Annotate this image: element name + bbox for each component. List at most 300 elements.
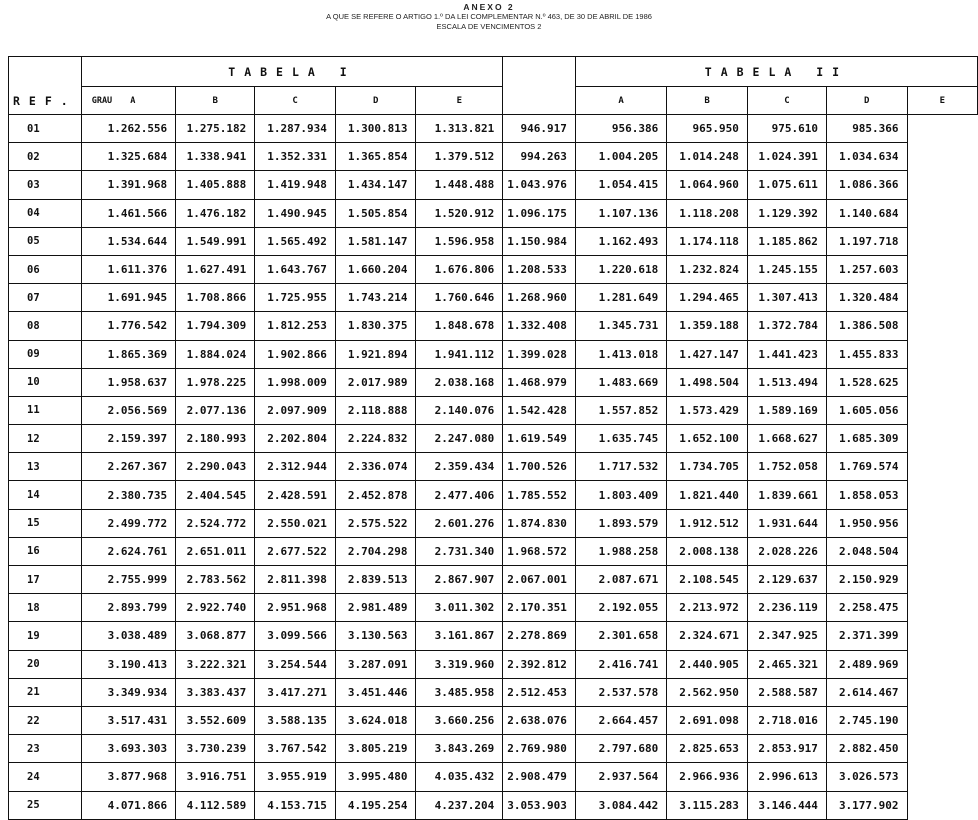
tabela-2-value-cell: 2.087.671: [575, 566, 666, 594]
tabela-1-value-cell: 1.958.637: [81, 368, 175, 396]
tabela-1-value-cell: 1.287.934: [255, 115, 336, 143]
tabela-2-column-e: E: [907, 87, 977, 115]
tabela-1-value-cell: 2.056.569: [81, 396, 175, 424]
tabela-2-value-cell: 1.257.603: [826, 255, 907, 283]
tabela-1-value-cell: 2.524.772: [176, 509, 255, 537]
tabela-2-value-cell: 1.129.392: [747, 199, 826, 227]
table-divider: [503, 57, 576, 115]
tabela-2-value-cell: 1.107.136: [575, 199, 666, 227]
tabela-1-value-cell: 2.783.562: [176, 566, 255, 594]
table-row: [9, 143, 978, 171]
tabela-1-value-cell: 2.550.021: [255, 509, 336, 537]
tabela-1-value-cell: 3.130.563: [335, 622, 416, 650]
tabela-2-value-cell: 2.108.545: [667, 566, 748, 594]
tabela-2-value-cell: 965.950: [667, 115, 748, 143]
tabela-1-value-cell: 1.676.806: [416, 255, 503, 283]
tabela-1-value-cell: 2.140.076: [416, 396, 503, 424]
tabela-1-value-cell: 1.978.225: [176, 368, 255, 396]
tabela-1-value-cell: 3.660.256: [416, 706, 503, 734]
tabela-2-value-cell: 1.054.415: [575, 171, 666, 199]
tabela-1-value-cell: 1.534.644: [81, 227, 175, 255]
annex-title: ANEXO 2: [463, 2, 515, 12]
tabela-2-column-c: C: [747, 87, 826, 115]
tabela-2-value-cell: 1.557.852: [575, 396, 666, 424]
tabela-2-value-cell: 1.542.428: [503, 396, 576, 424]
table-row: [9, 735, 978, 763]
tabela-1-value-cell: 1.812.253: [255, 312, 336, 340]
tabela-2-value-cell: 1.931.644: [747, 509, 826, 537]
tabela-1-value-cell: 2.731.340: [416, 537, 503, 565]
ref-cell: 14: [9, 481, 82, 509]
tabela-1-value-cell: 1.505.854: [335, 199, 416, 227]
tabela-1-value-cell: 2.651.011: [176, 537, 255, 565]
ref-cell: 08: [9, 312, 82, 340]
table-row: [9, 312, 978, 340]
tabela-1-value-cell: 1.660.204: [335, 255, 416, 283]
tabela-2-value-cell: 1.803.409: [575, 481, 666, 509]
tabela-1-value-cell: 1.434.147: [335, 171, 416, 199]
tabela-1-value-cell: 2.159.397: [81, 425, 175, 453]
tabela-2-value-cell: 1.185.862: [747, 227, 826, 255]
column-header-row: [9, 87, 978, 115]
tabela-2-value-cell: 1.652.100: [667, 425, 748, 453]
table-row: [9, 171, 978, 199]
tabela-2-value-cell: 1.968.572: [503, 537, 576, 565]
tabela-1-value-cell: 1.520.912: [416, 199, 503, 227]
tabela-2-value-cell: 3.146.444: [747, 791, 826, 819]
tabela-1-value-cell: 1.725.955: [255, 284, 336, 312]
ref-cell: 21: [9, 678, 82, 706]
tabela-1-value-cell: 3.552.609: [176, 706, 255, 734]
tabela-2-value-cell: 2.664.457: [575, 706, 666, 734]
tabela-1-value-cell: 2.893.799: [81, 594, 175, 622]
tabela-1-value-cell: 2.267.367: [81, 453, 175, 481]
tabela-1-value-cell: 1.830.375: [335, 312, 416, 340]
tabela-2-value-cell: 2.691.098: [667, 706, 748, 734]
tabela-1-value-cell: 2.951.968: [255, 594, 336, 622]
tabela-2-value-cell: 1.208.533: [503, 255, 576, 283]
ref-cell: 16: [9, 537, 82, 565]
tabela-2-value-cell: 2.718.016: [747, 706, 826, 734]
table-row: [9, 566, 978, 594]
tabela-2-value-cell: 1.386.508: [826, 312, 907, 340]
table-row: [9, 340, 978, 368]
table-body: [9, 115, 978, 820]
ref-cell: 20: [9, 650, 82, 678]
tabela-1-value-cell: 1.848.678: [416, 312, 503, 340]
ref-cell: 15: [9, 509, 82, 537]
tabela-1-value-cell: 2.097.909: [255, 396, 336, 424]
tabela-2-value-cell: 2.537.578: [575, 678, 666, 706]
column-letter: A: [130, 95, 136, 106]
tabela-2-value-cell: 2.745.190: [826, 706, 907, 734]
tabela-2-value-cell: 1.717.532: [575, 453, 666, 481]
tabela-1-value-cell: 2.677.522: [255, 537, 336, 565]
tabela-1-value-cell: 1.461.566: [81, 199, 175, 227]
tabela-2-value-cell: 2.301.658: [575, 622, 666, 650]
tabela-1-value-cell: 3.038.489: [81, 622, 175, 650]
tabela-1-value-cell: 1.776.542: [81, 312, 175, 340]
tabela-1-value-cell: 1.338.941: [176, 143, 255, 171]
tabela-1-value-cell: 2.981.489: [335, 594, 416, 622]
tabela-2-value-cell: 2.853.917: [747, 735, 826, 763]
tabela-1-value-cell: 1.313.821: [416, 115, 503, 143]
tabela-2-value-cell: 3.084.442: [575, 791, 666, 819]
tabela-2-value-cell: 2.278.869: [503, 622, 576, 650]
tabela-1-value-cell: 1.998.009: [255, 368, 336, 396]
ref-cell: 04: [9, 199, 82, 227]
tabela-1-value-cell: 1.365.854: [335, 143, 416, 171]
tabela-2-value-cell: 2.825.653: [667, 735, 748, 763]
ref-cell: 13: [9, 453, 82, 481]
tabela-1-value-cell: 3.222.321: [176, 650, 255, 678]
salary-table: [8, 56, 978, 820]
tabela-1-value-cell: 2.180.993: [176, 425, 255, 453]
tabela-1-value-cell: 1.490.945: [255, 199, 336, 227]
tabela-1-value-cell: 3.068.877: [176, 622, 255, 650]
tabela-1-value-cell: 1.391.968: [81, 171, 175, 199]
tabela-2-value-cell: 1.197.718: [826, 227, 907, 255]
tabela-2-value-cell: 1.140.684: [826, 199, 907, 227]
tabela-1-value-cell: 3.011.302: [416, 594, 503, 622]
tabela-1-value-cell: 1.476.182: [176, 199, 255, 227]
tabela-2-value-cell: 1.372.784: [747, 312, 826, 340]
table-row: [9, 509, 978, 537]
tabela-2-value-cell: 2.213.972: [667, 594, 748, 622]
tabela-1-value-cell: 2.404.545: [176, 481, 255, 509]
tabela-2-value-cell: 2.996.613: [747, 763, 826, 791]
tabela-1-value-cell: 2.755.999: [81, 566, 175, 594]
table-row: [9, 706, 978, 734]
tabela-1-value-cell: 1.902.866: [255, 340, 336, 368]
table-row: [9, 650, 978, 678]
tabela-2-value-cell: 1.912.512: [667, 509, 748, 537]
tabela-2-value-cell: 3.177.902: [826, 791, 907, 819]
tabela-2-value-cell: 1.220.618: [575, 255, 666, 283]
tabela-2-value-cell: 2.562.950: [667, 678, 748, 706]
tabela-1-value-cell: 3.955.919: [255, 763, 336, 791]
tabela-1-value-cell: 2.922.740: [176, 594, 255, 622]
tabela-1-value-cell: 1.760.646: [416, 284, 503, 312]
ref-header: REF.: [9, 57, 82, 115]
table-row: [9, 425, 978, 453]
tabela-1-value-cell: 1.565.492: [255, 227, 336, 255]
tabela-2-value-cell: 1.528.625: [826, 368, 907, 396]
tabela-1-value-cell: 2.202.804: [255, 425, 336, 453]
tabela-2-value-cell: 2.048.504: [826, 537, 907, 565]
tabela-2-value-cell: 2.638.076: [503, 706, 576, 734]
tabela-2-value-cell: 1.024.391: [747, 143, 826, 171]
ref-cell: 12: [9, 425, 82, 453]
tabela-1-value-cell: 4.112.589: [176, 791, 255, 819]
tabela-2-value-cell: 2.937.564: [575, 763, 666, 791]
table-row: [9, 622, 978, 650]
tabela-2-value-cell: 946.917: [503, 115, 576, 143]
tabela-1-value-cell: 2.704.298: [335, 537, 416, 565]
tabela-1-value-cell: 1.275.182: [176, 115, 255, 143]
tabela-1-value-cell: 2.380.735: [81, 481, 175, 509]
tabela-1-value-cell: 3.767.542: [255, 735, 336, 763]
tabela-2-column-d: D: [826, 87, 907, 115]
tabela-2-value-cell: 1.399.028: [503, 340, 576, 368]
tabela-2-value-cell: 1.455.833: [826, 340, 907, 368]
tabela-1-value-cell: 1.865.369: [81, 340, 175, 368]
tabela-2-value-cell: 2.489.969: [826, 650, 907, 678]
table-row: [9, 227, 978, 255]
tabela-2-value-cell: 1.752.058: [747, 453, 826, 481]
tabela-1-value-cell: 3.254.544: [255, 650, 336, 678]
tabela-1-value-cell: 2.077.136: [176, 396, 255, 424]
tabela-2-value-cell: 1.988.258: [575, 537, 666, 565]
tabela-2-value-cell: 1.332.408: [503, 312, 576, 340]
tabela-1-value-cell: 1.691.945: [81, 284, 175, 312]
tabela-2-value-cell: 1.359.188: [667, 312, 748, 340]
tabela-2-value-cell: 1.821.440: [667, 481, 748, 509]
ref-cell: 22: [9, 706, 82, 734]
group-header-row: [9, 57, 978, 87]
tabela-2-value-cell: 2.347.925: [747, 622, 826, 650]
tabela-2-value-cell: 1.162.493: [575, 227, 666, 255]
tabela-1-value-cell: 4.071.866: [81, 791, 175, 819]
tabela-2-value-cell: 956.386: [575, 115, 666, 143]
ref-cell: 25: [9, 791, 82, 819]
tabela-1-value-cell: 1.627.491: [176, 255, 255, 283]
tabela-1-value-cell: 3.383.437: [176, 678, 255, 706]
table-row: [9, 368, 978, 396]
grau-label: GRAU: [91, 95, 113, 106]
tabela-1-value-cell: 3.588.135: [255, 706, 336, 734]
tabela-2-value-cell: 2.512.453: [503, 678, 576, 706]
tabela-1-value-cell: 4.035.432: [416, 763, 503, 791]
tabela-2-value-cell: 2.440.905: [667, 650, 748, 678]
tabela-2-value-cell: 1.785.552: [503, 481, 576, 509]
tabela-1-value-cell: 2.499.772: [81, 509, 175, 537]
tabela-1-value-cell: 3.877.968: [81, 763, 175, 791]
tabela-2-value-cell: 1.096.175: [503, 199, 576, 227]
table-row: [9, 481, 978, 509]
tabela-1-column-e: E: [416, 87, 503, 115]
tabela-2-value-cell: 1.769.574: [826, 453, 907, 481]
tabela-1-value-cell: 1.581.147: [335, 227, 416, 255]
tabela-2-value-cell: 1.174.118: [667, 227, 748, 255]
tabela-1-value-cell: 1.379.512: [416, 143, 503, 171]
tabela-1-column-b: B: [176, 87, 255, 115]
table-row: [9, 255, 978, 283]
ref-cell: 06: [9, 255, 82, 283]
tabela-2-value-cell: 975.610: [747, 115, 826, 143]
law-reference: A QUE SE REFERE O ARTIGO 1.º DA LEI COMPLEMENTAR N.º 463, DE 30 DE ABRIL DE 1986: [326, 12, 652, 21]
tabela-2-value-cell: 1.086.366: [826, 171, 907, 199]
tabela-2-value-cell: 3.026.573: [826, 763, 907, 791]
table-row: [9, 284, 978, 312]
tabela-1-value-cell: 2.312.944: [255, 453, 336, 481]
tabela-1-value-cell: 2.624.761: [81, 537, 175, 565]
ref-cell: 05: [9, 227, 82, 255]
tabela-2-value-cell: 1.320.484: [826, 284, 907, 312]
tabela-2-value-cell: 1.858.053: [826, 481, 907, 509]
table-row: [9, 763, 978, 791]
tabela-1-value-cell: 3.349.934: [81, 678, 175, 706]
tabela-1-value-cell: 1.300.813: [335, 115, 416, 143]
ref-cell: 03: [9, 171, 82, 199]
tabela-1-value-cell: 1.549.991: [176, 227, 255, 255]
tabela-1-value-cell: 3.805.219: [335, 735, 416, 763]
tabela-1-value-cell: 2.575.522: [335, 509, 416, 537]
tabela-1-value-cell: 3.417.271: [255, 678, 336, 706]
tabela-2-value-cell: 1.839.661: [747, 481, 826, 509]
tabela-2-value-cell: 1.483.669: [575, 368, 666, 396]
tabela-1-value-cell: 3.624.018: [335, 706, 416, 734]
tabela-1-value-cell: 2.290.043: [176, 453, 255, 481]
tabela-1-value-cell: 1.708.866: [176, 284, 255, 312]
tabela-2-value-cell: 1.700.526: [503, 453, 576, 481]
tabela-2-value-cell: 1.014.248: [667, 143, 748, 171]
tabela-2-value-cell: 1.468.979: [503, 368, 576, 396]
ref-cell: 18: [9, 594, 82, 622]
tabela-1-value-cell: 1.262.556: [81, 115, 175, 143]
tabela-1-value-cell: 2.224.832: [335, 425, 416, 453]
tabela-2-value-cell: 1.427.147: [667, 340, 748, 368]
tabela-2-value-cell: 1.619.549: [503, 425, 576, 453]
tabela-2-value-cell: 1.413.018: [575, 340, 666, 368]
tabela-1-value-cell: 3.843.269: [416, 735, 503, 763]
tabela-1-value-cell: 2.118.888: [335, 396, 416, 424]
table-row: [9, 678, 978, 706]
ref-cell: 09: [9, 340, 82, 368]
tabela-2-value-cell: 1.635.745: [575, 425, 666, 453]
tabela-1-value-cell: 1.596.958: [416, 227, 503, 255]
tabela-1-value-cell: 1.743.214: [335, 284, 416, 312]
tabela-2-value-cell: 1.668.627: [747, 425, 826, 453]
tabela-1-value-cell: 2.038.168: [416, 368, 503, 396]
tabela-2-value-cell: 1.075.611: [747, 171, 826, 199]
tabela-2-value-cell: 2.129.637: [747, 566, 826, 594]
tabela-2-value-cell: 1.874.830: [503, 509, 576, 537]
tabela-2-value-cell: 1.734.705: [667, 453, 748, 481]
ref-cell: 02: [9, 143, 82, 171]
ref-cell: 24: [9, 763, 82, 791]
tabela-2-value-cell: 2.908.479: [503, 763, 576, 791]
tabela-2-column-b: B: [667, 87, 748, 115]
tabela-2-value-cell: 1.268.960: [503, 284, 576, 312]
tabela-1-value-cell: 2.601.276: [416, 509, 503, 537]
tabela-1-value-cell: 1.352.331: [255, 143, 336, 171]
tabela-1-column-a: [81, 87, 175, 115]
tabela-2-value-cell: 1.281.649: [575, 284, 666, 312]
tabela-2-value-cell: 1.294.465: [667, 284, 748, 312]
tabela-1-value-cell: 2.336.074: [335, 453, 416, 481]
tabela-1-value-cell: 3.190.413: [81, 650, 175, 678]
tabela-1-value-cell: 3.161.867: [416, 622, 503, 650]
tabela-2-value-cell: 1.004.205: [575, 143, 666, 171]
tabela-2-value-cell: 1.118.208: [667, 199, 748, 227]
tabela-2-value-cell: 1.064.960: [667, 171, 748, 199]
tabela-2-value-cell: 1.245.155: [747, 255, 826, 283]
tabela-1-column-c: C: [255, 87, 336, 115]
tabela-1-value-cell: 1.405.888: [176, 171, 255, 199]
tabela-1-value-cell: 1.448.488: [416, 171, 503, 199]
tabela-1-value-cell: 1.941.112: [416, 340, 503, 368]
tabela-1-value-cell: 2.867.907: [416, 566, 503, 594]
tabela-2-value-cell: 2.465.321: [747, 650, 826, 678]
tabela-2-value-cell: 2.966.936: [667, 763, 748, 791]
tabela-2-value-cell: 1.589.169: [747, 396, 826, 424]
tabela-1-value-cell: 2.359.434: [416, 453, 503, 481]
ref-cell: 19: [9, 622, 82, 650]
tabela-1-value-cell: 2.452.878: [335, 481, 416, 509]
ref-cell: 11: [9, 396, 82, 424]
tabela-2-value-cell: 1.893.579: [575, 509, 666, 537]
tabela-2-value-cell: 2.588.587: [747, 678, 826, 706]
tabela-1-value-cell: 3.730.239: [176, 735, 255, 763]
tabela-1-value-cell: 2.247.080: [416, 425, 503, 453]
tabela-2-value-cell: 1.950.956: [826, 509, 907, 537]
tabela-2-value-cell: 1.573.429: [667, 396, 748, 424]
table-row: [9, 396, 978, 424]
tabela-2-value-cell: 2.614.467: [826, 678, 907, 706]
tabela-2-value-cell: 2.392.812: [503, 650, 576, 678]
tabela-1-value-cell: 2.428.591: [255, 481, 336, 509]
tabela-2-value-cell: 2.371.399: [826, 622, 907, 650]
tabela-1-value-cell: 4.195.254: [335, 791, 416, 819]
tabela-2-value-cell: 1.685.309: [826, 425, 907, 453]
tabela-2-value-cell: 2.797.680: [575, 735, 666, 763]
tabela-2-value-cell: 2.882.450: [826, 735, 907, 763]
tabela-1-value-cell: 2.839.513: [335, 566, 416, 594]
tabela-1-value-cell: 1.643.767: [255, 255, 336, 283]
tabela-1-header: TABELA I: [81, 57, 503, 87]
table-row: [9, 594, 978, 622]
tabela-2-value-cell: 2.416.741: [575, 650, 666, 678]
table-row: [9, 199, 978, 227]
tabela-1-value-cell: 1.794.309: [176, 312, 255, 340]
tabela-1-value-cell: 1.419.948: [255, 171, 336, 199]
tabela-1-value-cell: 3.995.480: [335, 763, 416, 791]
tabela-2-value-cell: 1.513.494: [747, 368, 826, 396]
tabela-2-value-cell: 1.345.731: [575, 312, 666, 340]
table-row: [9, 537, 978, 565]
tabela-1-value-cell: 2.017.989: [335, 368, 416, 396]
salary-scale-title: ESCALA DE VENCIMENTOS 2: [436, 22, 542, 31]
table-row: [9, 453, 978, 481]
tabela-1-value-cell: 3.287.091: [335, 650, 416, 678]
ref-cell: 07: [9, 284, 82, 312]
tabela-1-value-cell: 2.477.406: [416, 481, 503, 509]
tabela-2-value-cell: 2.028.226: [747, 537, 826, 565]
tabela-2-value-cell: 1.605.056: [826, 396, 907, 424]
tabela-2-value-cell: 1.034.634: [826, 143, 907, 171]
tabela-1-value-cell: 3.099.566: [255, 622, 336, 650]
tabela-2-value-cell: 985.366: [826, 115, 907, 143]
tabela-2-value-cell: 2.008.138: [667, 537, 748, 565]
tabela-2-value-cell: 1.307.413: [747, 284, 826, 312]
tabela-1-value-cell: 1.325.684: [81, 143, 175, 171]
tabela-1-value-cell: 2.811.398: [255, 566, 336, 594]
ref-cell: 10: [9, 368, 82, 396]
tabela-1-value-cell: 4.237.204: [416, 791, 503, 819]
tabela-1-value-cell: 3.485.958: [416, 678, 503, 706]
tabela-2-value-cell: 994.263: [503, 143, 576, 171]
tabela-1-value-cell: 1.921.894: [335, 340, 416, 368]
tabela-2-value-cell: 1.232.824: [667, 255, 748, 283]
tabela-2-value-cell: 1.043.976: [503, 171, 576, 199]
tabela-1-value-cell: 3.916.751: [176, 763, 255, 791]
tabela-1-value-cell: 1.611.376: [81, 255, 175, 283]
tabela-2-value-cell: 2.258.475: [826, 594, 907, 622]
tabela-1-value-cell: 3.693.303: [81, 735, 175, 763]
table-row: [9, 791, 978, 819]
tabela-2-value-cell: 2.067.001: [503, 566, 576, 594]
